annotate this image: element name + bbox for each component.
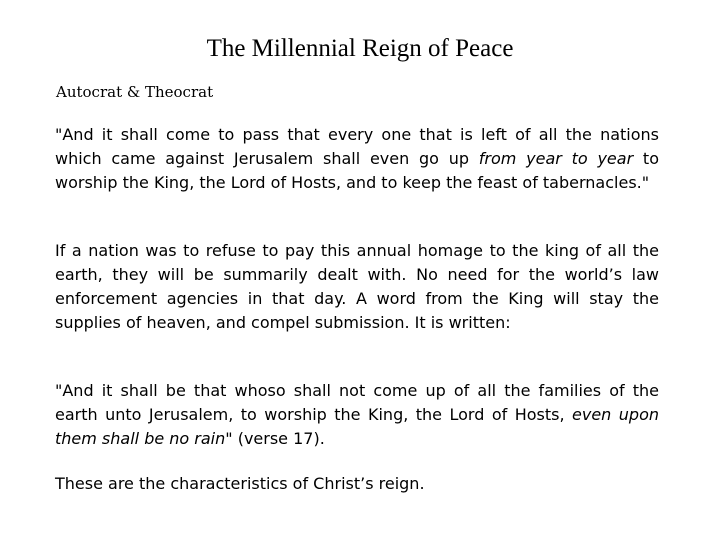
emphasis-text: even upon them shall be no rain [55, 405, 659, 448]
paragraph-text: " (verse 17). [225, 429, 325, 448]
paragraph-commentary: If a nation was to refuse to pay this annual homage to the king of all the earth, they will be summarily dealt with. No need for the world’s law enforcement agencies in that day. A word from the King will stay the supplies of heaven, and compel submission. It is written: [55, 241, 659, 332]
paragraph-text: to worship the King, the Lord of Hosts, and to keep the feast of tabernacles." [55, 149, 659, 192]
slide-subtitle: Autocrat & Theocrat [56, 83, 214, 101]
paragraph-quote-verse17 [55, 379, 659, 451]
emphasis-text: from year to year [478, 149, 634, 168]
paragraph-quote-zechariah [55, 123, 659, 195]
paragraph-text: "And it shall be that whoso shall not come up of all the families of the earth unto Jerusalem, to worship the King, the Lord of Hosts, [55, 381, 659, 424]
paragraph-text: "And it shall come to pass that every one that is left of all the nations which came against Jerusalem shall even go up [55, 125, 659, 168]
paragraph-conclusion: These are the characteristics of Christ’s reign. [55, 474, 425, 493]
slide-title: The Millennial Reign of Peace [206, 35, 514, 62]
